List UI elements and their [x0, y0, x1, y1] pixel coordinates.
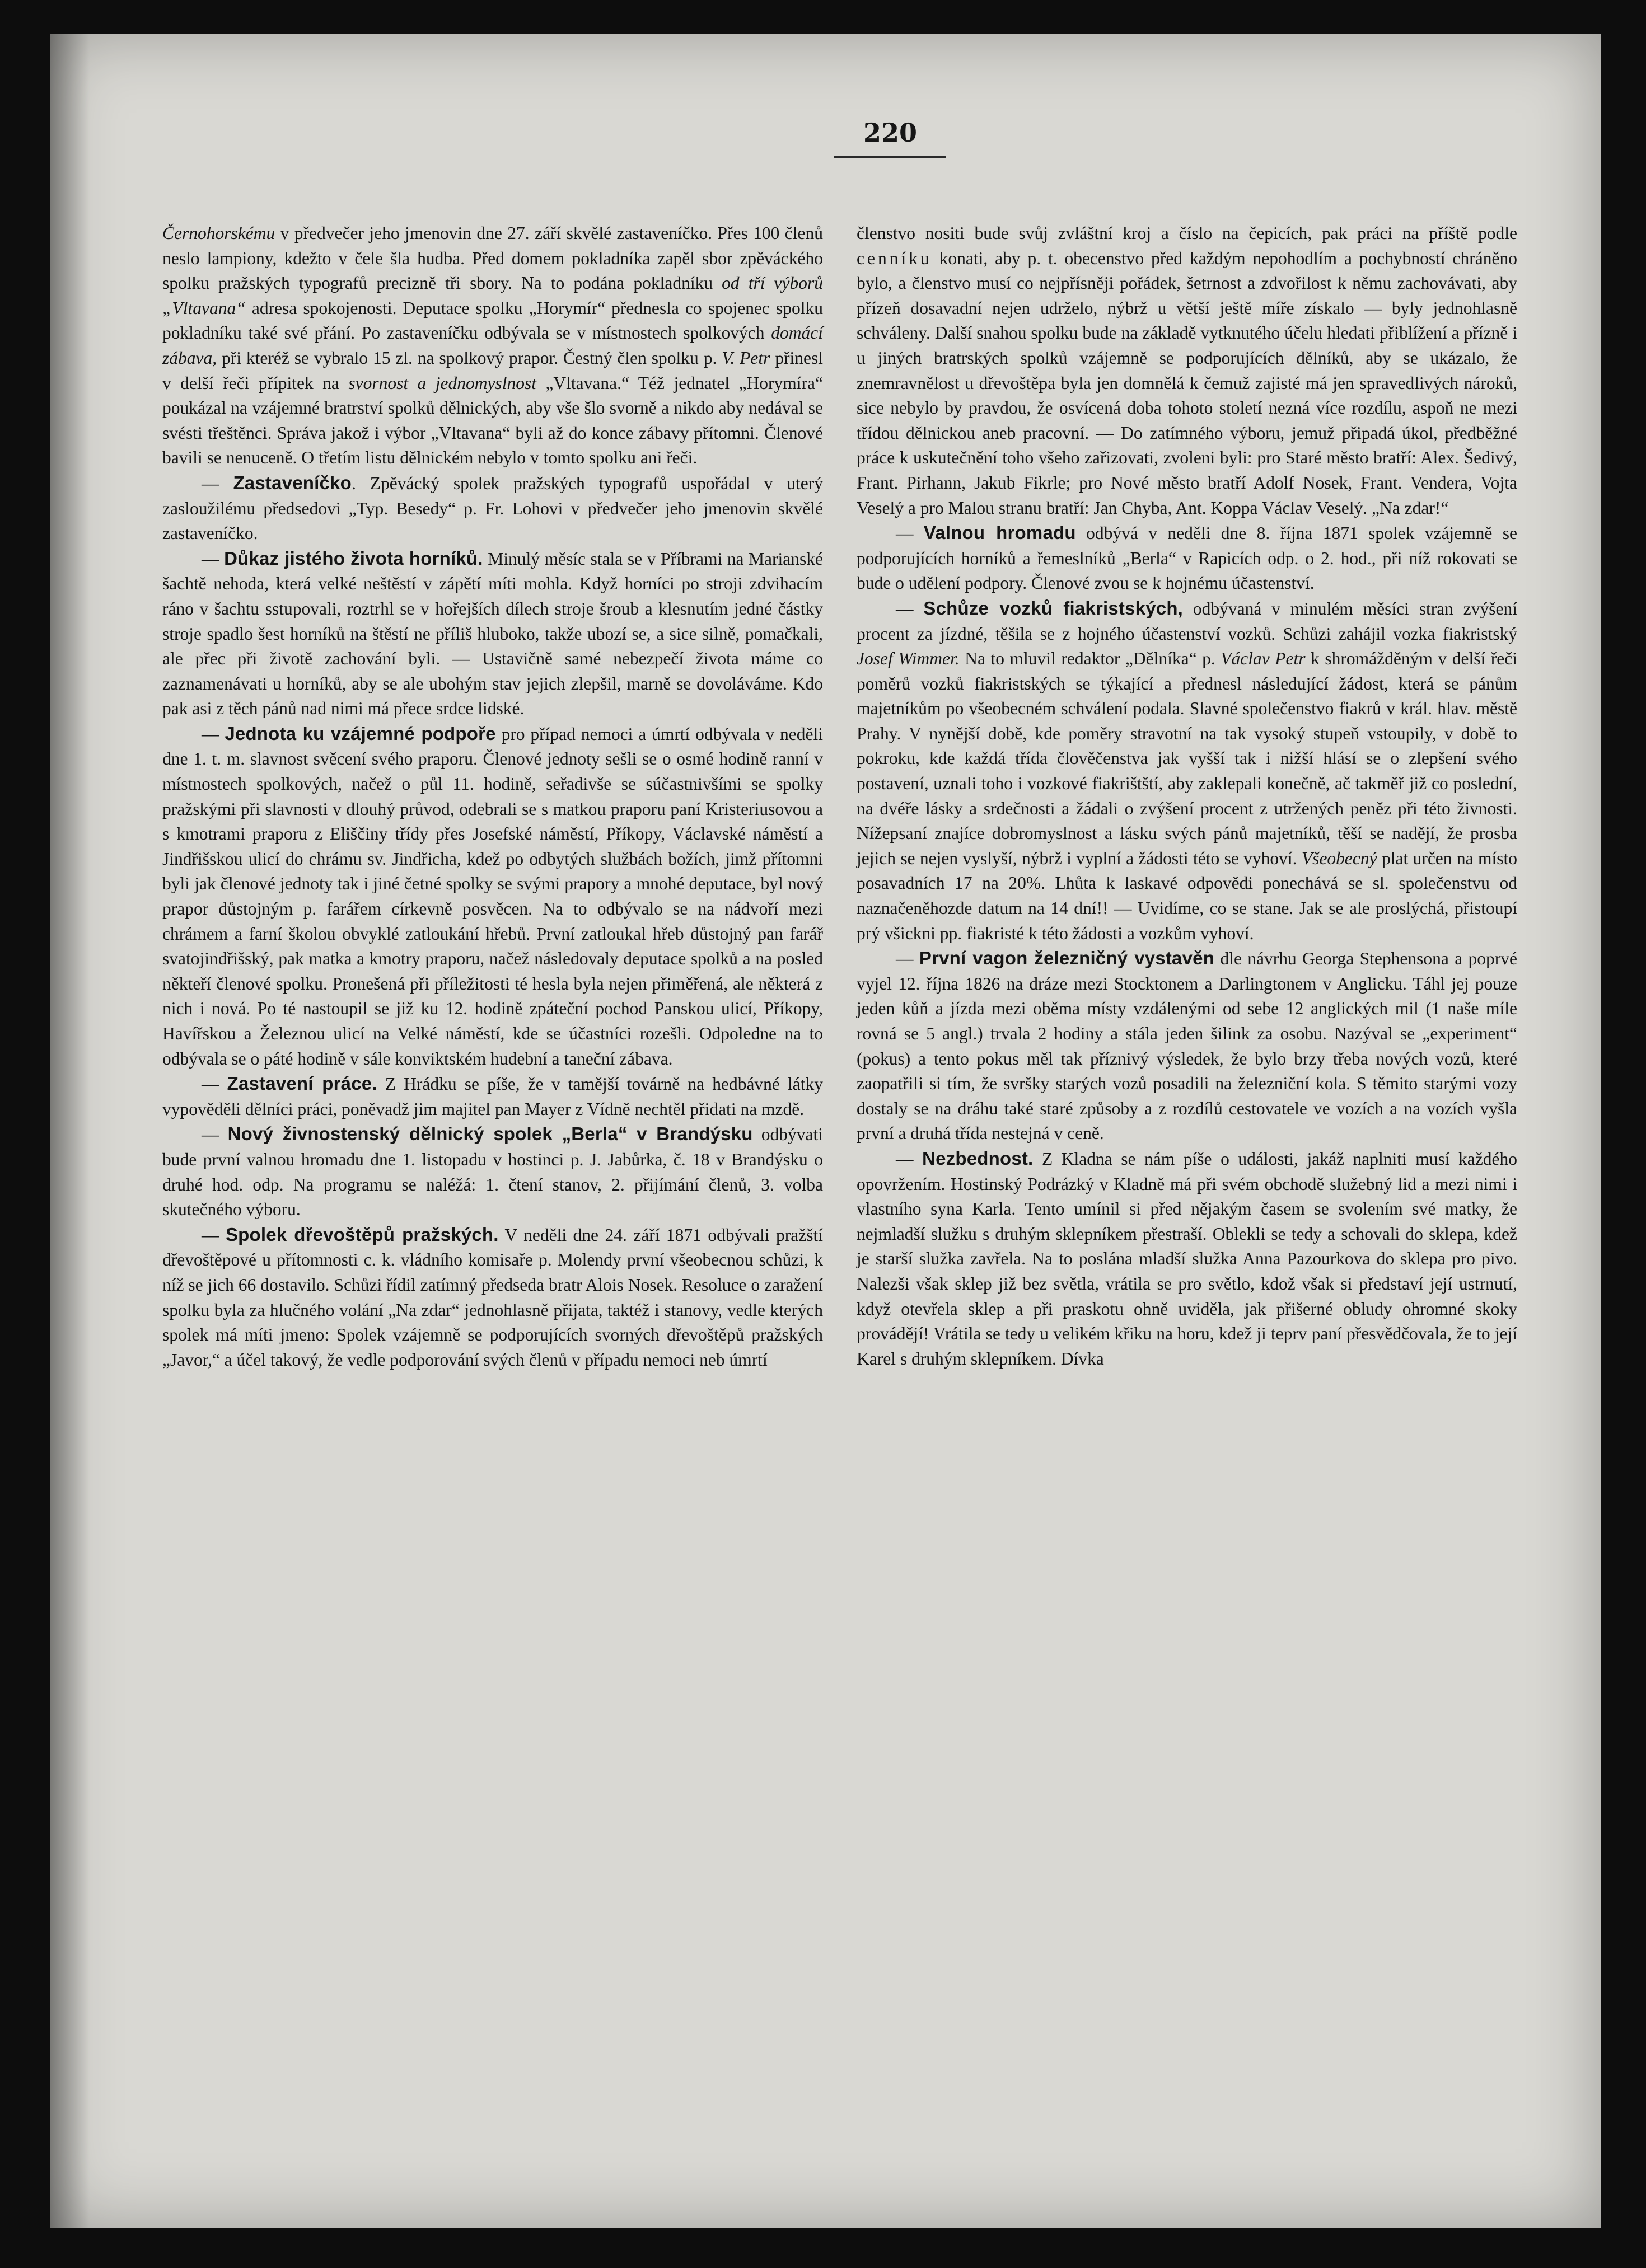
- emphasis: domácí zábava,: [162, 323, 823, 368]
- emphasis: svornost a jednomyslnost: [348, 373, 536, 393]
- text-run: —: [202, 1225, 226, 1245]
- text-run: přinesl v delší řeči přípitek na: [162, 348, 824, 393]
- text-run: —: [896, 1149, 923, 1169]
- text-run: pro případ nemoci a úmrtí odbývala v neděli dne 1. t. m. slavnost svěcení svého praporu. Členové jednoty sešli se o osmé hodině ranní v místnostech spolkových, načež o půl 11. hodině, seřadivše se súčastnivšími se spolky pražskými při slavnosti v dlouhý průvod, odebrali se s matkou praporu paní Kristeriusovou a s kmotrami praporu z Eliščiny třídy přes Josefské náměstí, Příkopy, Václavské náměstí a Jindřišskou ulicí do chrámu sv. Jindřicha, kdež po odbytých službách božích, jimž přítomni byli jak členové jednoty tak i jiné četné spolky se svými prapory a mnohé deputace, byl nový prapor důstojným p. farářem církevně posvěcen. Na to odbývalo se na nádvoří mezi chrámem a farní školou obvyklé zatloukání hřebů. První zatloukal hřeb důstojný pan farář svatojindřišský, pak matka a kmotry praporu, načež následovaly deputace spolků a na posled někteří členové spolku. Pronešená při příležitosti té hesla byla nejen přiměřená, ale některá z nich i nová. Po té nastoupil se již ku 12. hodině zpáteční pochod Panskou ulicí, Příkopy, Havířskou a Železnou ulicí na Velké náměstí, kde se účastníci rozešli. Odpoledne na to odbývala se o páté hodině v sále konviktském hudební a taneční zábava.: [162, 724, 823, 1069]
- article-zastaveni-prace: [162, 1071, 823, 1122]
- article-heading: Zastaveníčko: [233, 472, 352, 493]
- article-heading: Valnou hromadu: [923, 522, 1076, 543]
- article-heading: Jednota ku vzájemné podpoře: [225, 723, 496, 744]
- article-spolek-drevostepu: [162, 1222, 823, 1373]
- text-run: v předvečer jeho jmenovin dne 27. září skvělé zastaveníčko. Přes 100 členů neslo lampiony, kdežto v čele šla hudba. Před domem pokladníka zapěl sbor zpěváckého spolku pražských typografů precizně tři sbory. Na to podána pokladníku: [162, 223, 823, 293]
- text-run: —: [202, 549, 225, 569]
- text-run: —: [202, 1074, 227, 1094]
- article-prvni-vagon: [857, 946, 1517, 1146]
- text-run: —: [896, 598, 924, 618]
- page-number-rule: [834, 156, 946, 158]
- article-zastavenicko: [162, 471, 823, 546]
- article-nezbednost: [857, 1146, 1517, 1371]
- article-jednota-vzajemne-podpore: [162, 721, 823, 1071]
- text-run: —: [202, 473, 233, 493]
- text-run: Z Hrádku se píše, že v tamější továrně na hedbávné látky vypověděli dělníci práci, poněvadž jim majitel pan Mayer z Vídně nechtěl přidati na mzdě.: [162, 1074, 823, 1119]
- emphasis: Václav Petr: [1221, 649, 1306, 669]
- newspaper-page: [50, 34, 1601, 2228]
- text-run: —: [896, 523, 924, 543]
- text-run: plat určen na místo posavadních 17 na 20%. Lhůta k laskavé odpovědi ponechává se sl. společenstvu od naznačeněhozde datum na 14 dní!! — Uvidíme, co se stane. Jak se ale proslýchá, přistoupí prý všickni pp. fiakristé k této žádosti a vozkům vyhoví.: [857, 848, 1517, 943]
- text-run: —: [896, 949, 919, 969]
- text-run: V neděli dne 24. září 1871 odbývali pražští dřevoštěpové u přítomnosti c. k. vládního komisaře p. Molendy první všeobecnou schůzi, k níž se jich 66 dostavilo. Schůzi řídil zatímný předseda bratr Alois Nosek. Resoluce o zaražení spolku byla za hlučného volání „Na zdar“ jednohlasně přijata, taktéž i stanovy, vedle kterých spolek má míti jmeno: Spolek vzájemně se podporujících svorných dřevoštěpů pražských „Javor,“ a účel takový, že vedle podporování svých členů v případu nemoci neb úmrtí: [162, 1225, 823, 1370]
- spaced-text: cenníku: [857, 248, 932, 268]
- article-heading: Důkaz jistého života horníků.: [224, 547, 483, 569]
- article-schuze-vozku: [857, 596, 1517, 946]
- emphasis: Všeobecný: [1301, 848, 1377, 868]
- page-edge-shadow: [50, 34, 90, 2228]
- emphasis: Josef Wimmer.: [857, 649, 960, 669]
- right-column: [857, 221, 1517, 1371]
- left-column: [162, 221, 823, 1372]
- emphasis: V. Petr: [722, 348, 770, 368]
- article-heading: Zastavení práce.: [227, 1073, 377, 1094]
- text-run: „Vltavana.“ Též jednatel „Horymíra“ poukázal na vzájemné bratrství spolků dělnických, aby vše šlo svorně a nikdo aby nedával se svésti třeštěnci. Správa jakož i výbor „Vltavana“ byli až do konce zábavy přítomni. Členové bavili se nenuceně. O třetím listu dělnickém nebylo v tomto spolku ani řeči.: [162, 373, 824, 468]
- text-run: členstvo nositi bude svůj zvláštní kroj a číslo na čepicích, pak práci na příště podle: [857, 223, 1517, 243]
- article-spolek-berla: [162, 1122, 823, 1222]
- article-heading: První vagon železničný vystavěn: [919, 948, 1215, 969]
- text-run: —: [202, 1124, 228, 1145]
- text-run: odbývati bude první valnou hromadu dne 1. listopadu v hostinci p. J. Jabůrka, č. 18 v Brandýsku o druhé hod. odp. Na programu se naléžá: 1. čtení stanov, 2. přijímání členů, 3. volba skutečného výboru.: [162, 1124, 823, 1220]
- article-dukaz-zivota-horniku: [162, 546, 823, 721]
- text-run: Z Kladna se nám píše o události, jakáž naplniti musí každého opovržením. Hostinský Podrázký v Kladně má při svém obchodě služebný lid a mezi nimi i vlastního syna Karla. Tento umínil si před nějakým časem se svolením své matky, že nejmladší služku s druhým sklepníkem přestraší. Oblekli se tedy a schovali do sklepa, kdež je starší služka zavřela. Na to poslána mladší služka Anna Pazourkova do sklepa pro pivo. Nalezši však sklep již bez světla, vrátila se pro světlo, kdož však si představí její ustrnutí, když otevřela sklep a při praskotu ohně uviděla, jak přišerné obludy ohromné skoky provádějí! Vrátila se tedy u velikém křiku na horu, kdež ji teprv paní přesvědčovala, že to její Karel s druhým sklepníkem. Dívka: [857, 1149, 1518, 1369]
- text-run: konati, aby p. t. obecenstvo před každým nepohodlím a pochybností chráněno bylo, a členstvo musí co nejpřísněji pořádek, šetrnost a zdvořilost k němu zachovávati, aby přízeň dosavadní nejen udrželo, nýbrž u větší ještě míře získalo — byly jednohlasně schváleny. Další snahou spolku bude na základě vytknutého účelu hledati přiblížení a přízně i u jiných bratrských spolků vzájemně se podporujících dělníků, aby se ukázalo, že znemravnělost u dřevoštěpa byla jen domnělá k čemuž zajisté má jen spravedlivých nároků, sice nebylo by pravdou, že osvícená doba tohoto století nezná více rozdílu, aspoň ne mezi třídou dělnickou aneb pracovní. — Do zatímného výboru, jemuž připadá úkol, předběžné práce k uskutečnění toho všeho zařizovati, zvoleni byli: pro Staré město bratří: Alex. Šedivý, Frant. Pirhann, Jakub Fikrle; pro Nové město bratří Adolf Nosek, Frant. Vendera, Vojta Veselý a pro Malou stranu bratří: Jan Chyba, Ant. Koppa Václav Veselý. „Na zdar!“: [857, 248, 1517, 518]
- article-cernohorsky: [162, 221, 823, 471]
- article-heading: Spolek dřevoštěpů pražských.: [225, 1224, 499, 1245]
- text-run: při kteréž se vybralo 15 zl. na spolkový prapor. Čestný člen spolku p.: [217, 348, 722, 368]
- text-run: Na to mluvil redaktor „Dělníka“ p.: [959, 649, 1221, 669]
- article-heading: Nový živnostenský dělnický spolek „Berla“ v Brandýsku: [227, 1123, 753, 1145]
- emphasis: Černohorskému: [162, 223, 275, 243]
- emphasis: od tří výborů „Vltavana“: [162, 273, 823, 318]
- article-heading: Schůze vozků fiakristských,: [923, 597, 1184, 618]
- text-run: —: [202, 724, 225, 744]
- text-run: odbývaná v minulém měsíci stran zvýšení procent za jízdné, těšila se z hojného účastenství vozků. Schůzi zahájil vozka fiakristský: [857, 598, 1518, 644]
- article-heading: Nezbednost.: [922, 1147, 1034, 1169]
- text-run: k shromážděným v delší řeči poměrů vozků fiakristských se týkající a přednesl následující žádost, která se pánům majetníkům po všeobecném schválení podala. Slavné společenstvo fiakrů v král. hlav. městě Prahy. V nynější době, kde poměry stravotní na tak vysoký stupeň vstoupily, v době to pokroku, kde každá třída člověčenstva jak vyšší tak i nižší hlásí se o zlepšení svého postavení, uznali toho i vozkové fiakrištští, aby zaklepali konečně, ač takměř již co poslední, na dvéře lásky a srdečnosti a žádali o zvýšení procent z utržených peněz při této živnosti. Nížepsaní znajíce dobromyslnost a lásku svých pánů majetníků, těší se nadějí, že prosba jejich se nejen vyslyší, nýbrž i vyplní a žádosti této se vyhoví.: [857, 649, 1517, 868]
- article-drevostepu-continued: [857, 221, 1517, 521]
- text-run: odbývá v neděli dne 8. října 1871 spolek vzájemně se podporujících horníků a řemeslníků „Berla“ v Rapicích odp. o 2. hod., při níž rokovati se bude o udělení podpory. Členové zvou se k hojnému účastenství.: [857, 523, 1518, 593]
- text-run: . Zpěvácký spolek pražských typografů uspořádal v uterý zasloužilému předsedovi „Typ. Besedy“ p. Fr. Lohovi v předvečer jeho jmenovin skvělé zastaveníčko.: [162, 473, 823, 543]
- text-run: dle návrhu Georga Stephensona a poprvé vyjel 12. října 1826 na dráze mezi Stocktonem a Darlingtonem v Anglicku. Táhl jej pouze jeden kůň a jízda mezi oběma místy vzdálenými od sebe 12 anglických mil (1 naše míle rovná se 5 angl.) trvala 2 hodiny a stála jeden šilink za osobu. Nazýval se „experiment“ (pokus) a tento pokus měl tak příznivý výsledek, že bylo brzy třeba nových vozů, které zaopatřili si tím, že svršky starých vozů posadili na železniční kola. S těmito starými vozy dostaly se na dráhu také staré způsoby a z rozdílů cestovatele ve vozích a na vozích vyšla první a druhá třída nestejná v ceně.: [857, 949, 1518, 1144]
- text-run: Minulý měsíc stala se v Příbrami na Marianské šachtě nehoda, která velké neštěstí v zápětí míti mohla. Když horníci po stroji zdvihacím ráno v šachtu sstupovali, roztrhl se v hořejších dílech stroje šroub a klesnutím jedné částky stroje spadlo šest horníků na štěstí ne příliš hluboko, takže ubozí se, a sice silně, pomačkali, ale přec při životě zachování byli. — Ustavičně samé nebezpečí života máme co zaznamenávati u horníků, aby se ale ubohým stav jejich zlepšil, marně se dovoláváme. Kdo pak asi z těch pánů nad nimi má přece srdce lidské.: [162, 549, 823, 719]
- article-valna-hromada: [857, 521, 1517, 596]
- text-run: adresa spokojenosti. Deputace spolku „Horymír“ přednesla co spojenec spolku pokladníku také své přání. Po zastaveníčku odbývala se v místnostech spolkových: [162, 298, 823, 343]
- page-number: 220: [863, 118, 918, 148]
